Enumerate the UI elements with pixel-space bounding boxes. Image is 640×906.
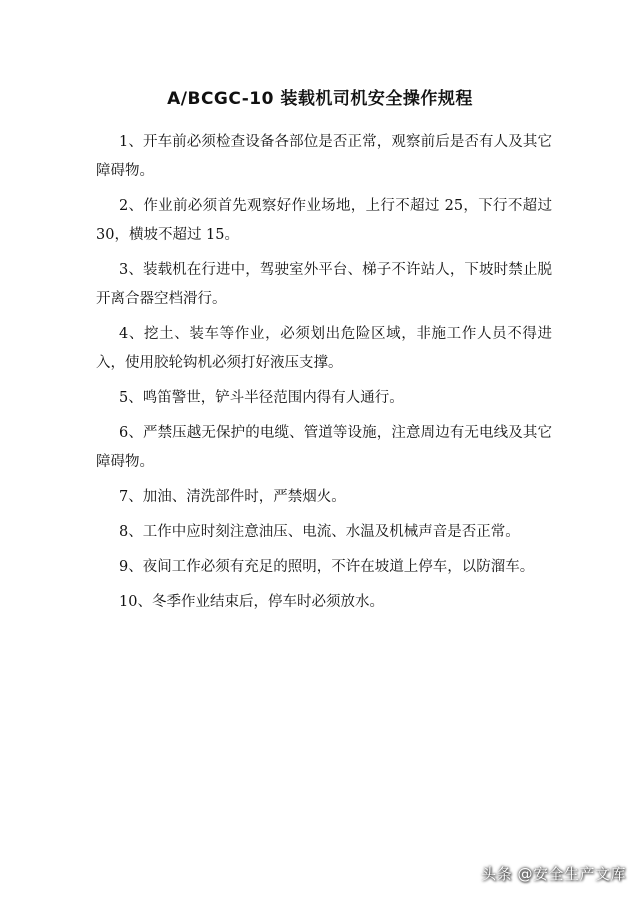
watermark: 头条 @安全生产文库 <box>481 865 626 883</box>
rule-item-10: 10、冬季作业结束后，停车时必须放水。 <box>119 594 384 610</box>
rule-item-3: 3、装载机在行进中，驾驶室外平台、梯子不许站人，下坡时禁止脱开离合器空档滑行。 <box>96 262 552 307</box>
document-title: A/BCGC-10 装载机司机安全操作规程 <box>167 89 473 109</box>
rule-item-6: 6、严禁压越无保护的电缆、管道等设施，注意周边有无电线及其它障碍物。 <box>96 425 552 470</box>
rule-item-4: 4、挖土、装车等作业，必须划出危险区域，非施工作人员不得进入，使用胶轮钩机必须打好液压支撑。 <box>96 326 552 371</box>
rule-item-5: 5、鸣笛警世，铲斗半径范围内得有人通行。 <box>119 390 404 406</box>
rule-item-9: 9、夜间工作必须有充足的照明，不许在坡道上停车，以防溜车。 <box>119 559 535 575</box>
rules-list <box>96 128 552 623</box>
rule-item-7: 7、加油、清洗部件时，严禁烟火。 <box>119 489 346 505</box>
rule-item-1: 1、开车前必须检查设备各部位是否正常，观察前后是否有人及其它障碍物。 <box>96 134 552 179</box>
rule-item-8: 8、工作中应时刻注意油压、电流、水温及机械声音是否正常。 <box>119 524 520 540</box>
rule-item-2: 2、作业前必须首先观察好作业场地，上行不超过 25，下行不超过 30，横坡不超过 15。 <box>96 198 552 243</box>
